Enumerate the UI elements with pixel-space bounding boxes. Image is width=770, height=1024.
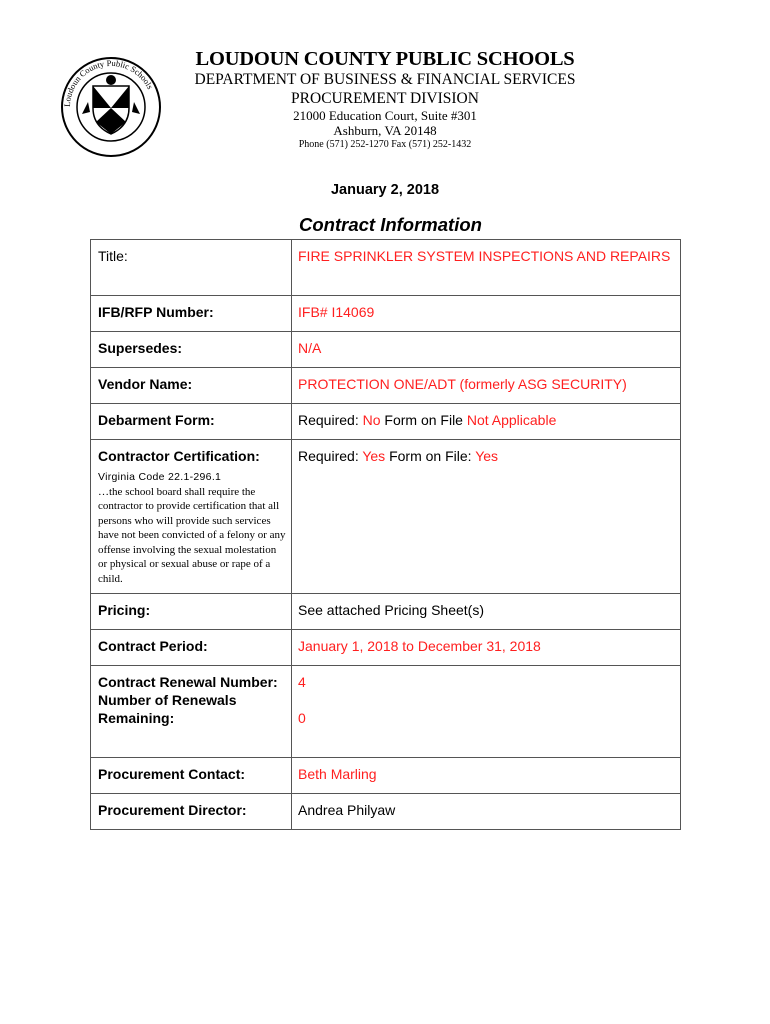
renewal-value: 4 xyxy=(298,674,306,690)
division-name: PROCUREMENT DIVISION xyxy=(291,90,479,107)
organization-name: LOUDOUN COUNTY PUBLIC SCHOOLS xyxy=(195,48,575,70)
vendor-label: Vendor Name: xyxy=(98,376,193,392)
address-line-1: 21000 Education Court, Suite #301 xyxy=(293,108,477,123)
section-heading: Contract Information xyxy=(299,214,482,235)
renewals-remaining-value: 0 xyxy=(298,710,306,726)
table-row xyxy=(91,440,681,594)
table-row xyxy=(91,758,681,794)
table-row xyxy=(91,794,681,830)
debarment-label: Debarment Form: xyxy=(98,412,215,428)
department-name: DEPARTMENT OF BUSINESS & FINANCIAL SERVICES xyxy=(194,71,576,88)
county-seal-icon xyxy=(60,56,162,158)
certification-label: Contractor Certification: xyxy=(98,448,260,464)
supersedes-value: N/A xyxy=(298,340,322,356)
director-value: Andrea Philyaw xyxy=(298,802,396,818)
debarment-value: Required: No Form on File Not Applicable xyxy=(298,412,557,428)
table-row xyxy=(91,666,681,758)
period-label: Contract Period: xyxy=(98,638,208,654)
seal-text: Loudoun County Public Schools xyxy=(61,57,156,108)
table-row xyxy=(91,296,681,332)
table-row xyxy=(91,240,681,296)
ifb-value: IFB# I14069 xyxy=(298,304,375,320)
contact-value: Beth Marling xyxy=(298,766,377,782)
certification-note: Virginia Code 22.1-296.1 …the school board shall require the contractor to provide certification that all persons who will provide such services have not been convicted of a felony or any offense involving the sexual molestation or physical or sexual abuse or rape of a child. xyxy=(98,471,286,585)
table-row xyxy=(91,368,681,404)
table-row xyxy=(91,594,681,630)
address-line-2: Ashburn, VA 20148 xyxy=(333,123,437,138)
certification-value: Required: Yes Form on File: Yes xyxy=(298,448,499,464)
document-date: January 2, 2018 xyxy=(330,182,440,198)
period-value: January 1, 2018 to December 31, 2018 xyxy=(298,638,541,654)
contract-info-table xyxy=(90,239,681,830)
title-label: Title: xyxy=(98,248,128,264)
table-row xyxy=(91,332,681,368)
ifb-label: IFB/RFP Number: xyxy=(98,304,214,320)
phone-fax: Phone (571) 252-1270 Fax (571) 252-1432 xyxy=(298,139,472,150)
renewal-label: Contract Renewal Number: xyxy=(98,674,278,690)
title-value: FIRE SPRINKLER SYSTEM INSPECTIONS AND REPAIRS xyxy=(298,248,671,264)
vendor-value: PROTECTION ONE/ADT (formerly ASG SECURITY) xyxy=(298,376,627,392)
pricing-value: See attached Pricing Sheet(s) xyxy=(298,602,484,618)
pricing-label: Pricing: xyxy=(98,602,151,618)
director-label: Procurement Director: xyxy=(98,802,247,818)
table-row xyxy=(91,630,681,666)
contact-label: Procurement Contact: xyxy=(98,766,246,782)
supersedes-label: Supersedes: xyxy=(98,340,183,356)
renewals-remaining-label: Number of Renewals Remaining: xyxy=(98,692,237,726)
table-row xyxy=(91,404,681,440)
